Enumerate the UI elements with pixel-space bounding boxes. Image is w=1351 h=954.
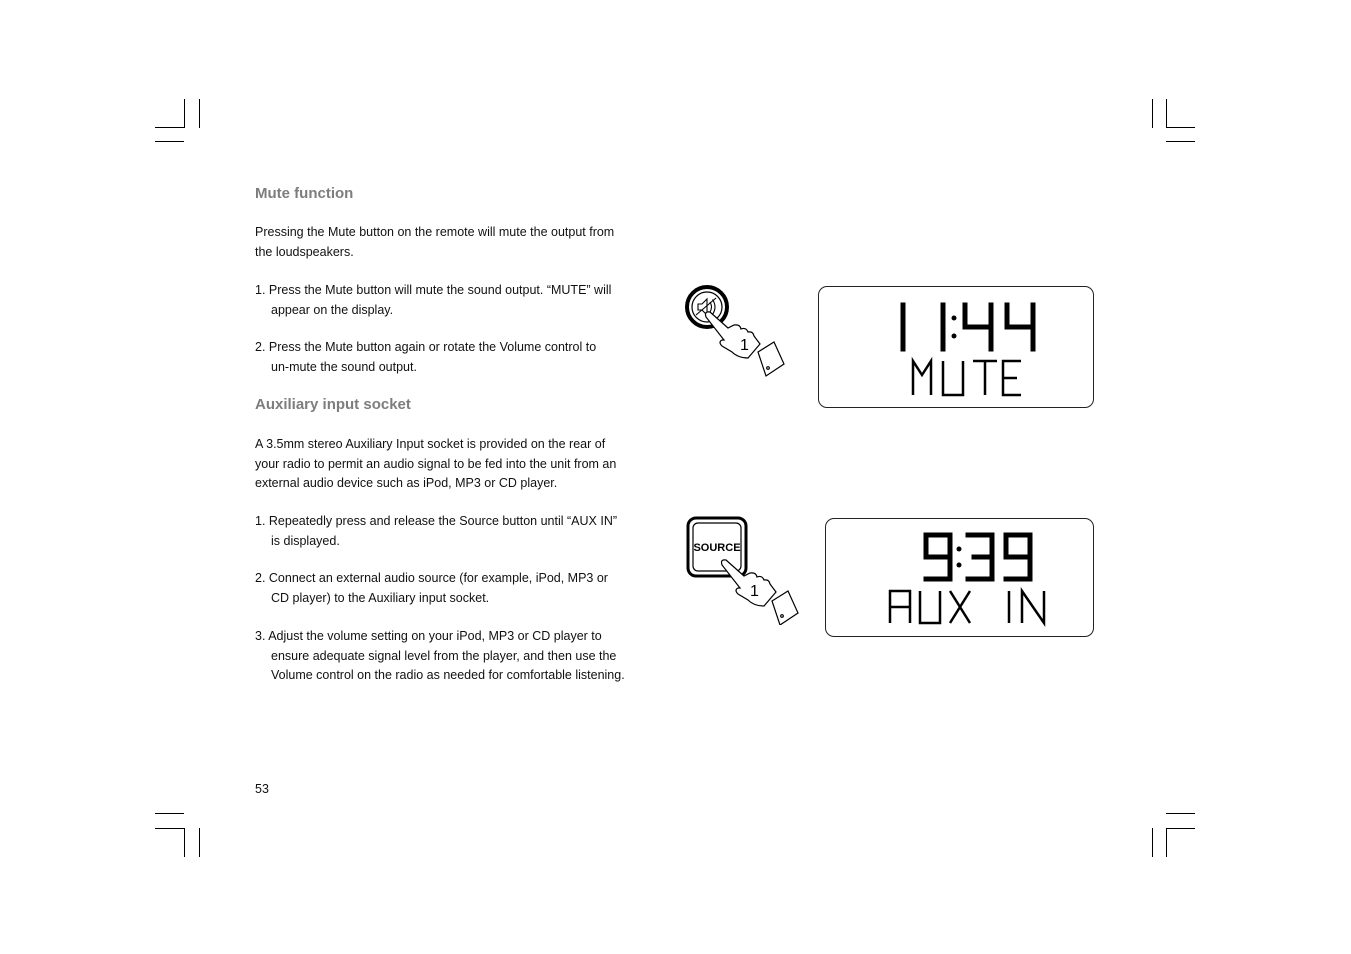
crop-mark bbox=[1166, 127, 1195, 128]
lcd-time-digits bbox=[926, 535, 1030, 579]
crop-mark bbox=[155, 828, 184, 829]
lcd-time-digits bbox=[903, 305, 1033, 349]
aux-lcd-graphic bbox=[826, 519, 1093, 636]
crop-mark bbox=[184, 828, 185, 857]
crop-mark bbox=[1166, 828, 1195, 829]
crop-mark bbox=[155, 141, 184, 142]
aux-intro: A 3.5mm stereo Auxiliary Input socket is provided on the rear of your radio to permit an audio signal to be fed into the unit from an external audio device such as iPod, MP3 or CD player. bbox=[255, 437, 617, 490]
mute-lcd-display bbox=[818, 286, 1094, 408]
crop-mark bbox=[199, 99, 200, 128]
crop-mark bbox=[155, 813, 184, 814]
source-button-label: SOURCE bbox=[693, 542, 741, 554]
crop-mark bbox=[1166, 813, 1195, 814]
aux-step-2: 2. Connect an external audio source (for example, iPod, MP3 or CD player) to the Auxiliary input socket. bbox=[255, 571, 608, 605]
mute-lcd-graphic bbox=[819, 287, 1093, 407]
page-number: 53 bbox=[255, 782, 269, 796]
aux-heading: Auxiliary input socket bbox=[255, 396, 411, 413]
crop-mark bbox=[1166, 141, 1195, 142]
crop-mark bbox=[155, 127, 184, 128]
crop-mark bbox=[199, 828, 200, 857]
crop-mark bbox=[184, 99, 185, 128]
pointing-finger-icon bbox=[722, 560, 799, 625]
mute-intro: Pressing the Mute button on the remote will mute the output from the loudspeakers. bbox=[255, 225, 615, 259]
aux-step-1: 1. Repeatedly press and release the Source button until “AUX IN” is displayed. bbox=[255, 514, 618, 548]
aux-step-3: 3. Adjust the volume setting on your iPod, MP3 or CD player to ensure adequate signal level from the player, and then use the Volume control on the radio as needed for comfortable listening. bbox=[255, 629, 625, 682]
source-finger-label: 1 bbox=[750, 583, 759, 600]
mute-heading: Mute function bbox=[255, 185, 354, 202]
lcd-text-mute bbox=[913, 361, 1021, 395]
crop-mark bbox=[1152, 99, 1153, 128]
mute-button-illustration bbox=[684, 284, 790, 380]
source-button-illustration bbox=[684, 515, 800, 625]
crop-mark bbox=[1166, 828, 1167, 857]
lcd-text-aux-in bbox=[890, 591, 1044, 623]
crop-mark bbox=[1166, 99, 1167, 128]
aux-lcd-display bbox=[825, 518, 1094, 637]
mute-finger-label: 1 bbox=[740, 337, 749, 354]
mute-step-2: 2. Press the Mute button again or rotate the Volume control to un-mute the sound output. bbox=[255, 340, 597, 374]
crop-mark bbox=[1152, 828, 1153, 857]
mute-step-1: 1. Press the Mute button will mute the sound output. “MUTE” will appear on the display. bbox=[255, 283, 612, 317]
